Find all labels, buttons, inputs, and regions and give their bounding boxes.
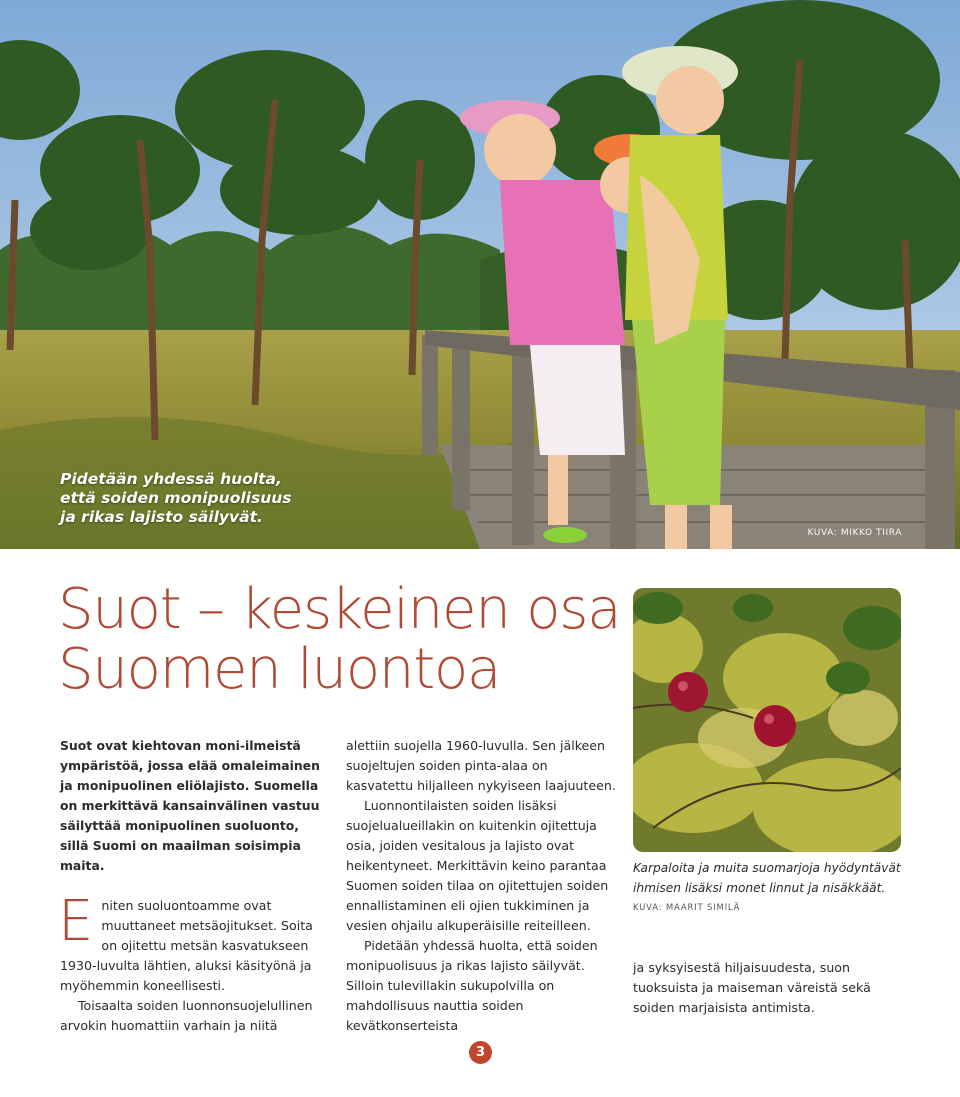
hero-caption: Pidetään yhdessä huolta, että soiden monipuolisuus ja rikas lajisto säilyvät. <box>60 470 292 526</box>
article-column-1 <box>60 736 325 1036</box>
article-column-3 <box>633 958 901 1018</box>
body-paragraph: Pidetään yhdessä huolta, että soiden monipuolisuus ja rikas lajisto säilyvät. Silloin tulevillakin sukupolvilla on mahdollisuus nauttia soiden kevätkonserteista <box>346 938 598 1033</box>
article-column-2 <box>346 736 616 1036</box>
page-title-line-1: Suot – keskeinen osa <box>58 577 621 642</box>
hero-photo-credit: KUVA: MIKKO TIIRA <box>807 528 902 538</box>
body-paragraph: Luonnontilaisten soiden lisäksi suojelualueillakin on kuitenkin ojitettuja osia, joiden vesitalous ja lajisto ovat heikentyneet. Merkittävin keino parantaa Suomen soiden tilaa on ojitettujen soiden ennallistaminen eli ojien tukkiminen ja vesien ohjailu alkuperäisille reiteilleen. <box>346 798 609 933</box>
cranberry-photo <box>633 588 901 852</box>
lead-paragraph: Suot ovat kiehtovan moni-ilmeistä ympäristöä, jossa elää omaleimainen ja monipuolinen eliölajisto. Suomella on merkittävä kansainvälinen vastuu säilyttää monipuolinen suoluonto, sillä Suomi on maailman soisimpia maita. <box>60 738 320 873</box>
body-paragraph: ja syksyisestä hiljaisuudesta, suon tuoksuista ja maiseman väreistä sekä soiden marjaisista antimista. <box>633 960 871 1015</box>
body-paragraph-text: niten suoluontoamme ovat muuttaneet metsäojitukset. Soita on ojitettu metsän kasvatukseen 1930-luvulta lähtien, aluksi käsityönä ja myöhemmin koneellisesti. <box>60 898 313 993</box>
cranberry-photo-illustration <box>633 588 901 852</box>
cranberry-caption: Karpaloita ja muita suomarjoja hyödyntävät ihmisen lisäksi monet linnut ja nisäkkäät. <box>633 861 901 895</box>
page-number-badge: 3 <box>469 1041 492 1064</box>
page-title <box>58 577 638 702</box>
body-paragraph: alettiin suojella 1960-luvulla. Sen jälkeen suojeltujen soiden pinta-alaa on kasvatettu hiljalleen nykyiseen laajuuteen. <box>346 738 616 793</box>
body-paragraph <box>58 889 325 996</box>
body-paragraph: Toisaalta soiden luonnonsuojelullinen arvokin huomattiin varhain ja niitä <box>60 998 313 1033</box>
drop-cap: E <box>58 889 94 954</box>
cranberry-photo-credit: KUVA: MAARIT SIMILÄ <box>633 903 741 913</box>
page-title-line-2: Suomen luontoa <box>58 637 501 702</box>
